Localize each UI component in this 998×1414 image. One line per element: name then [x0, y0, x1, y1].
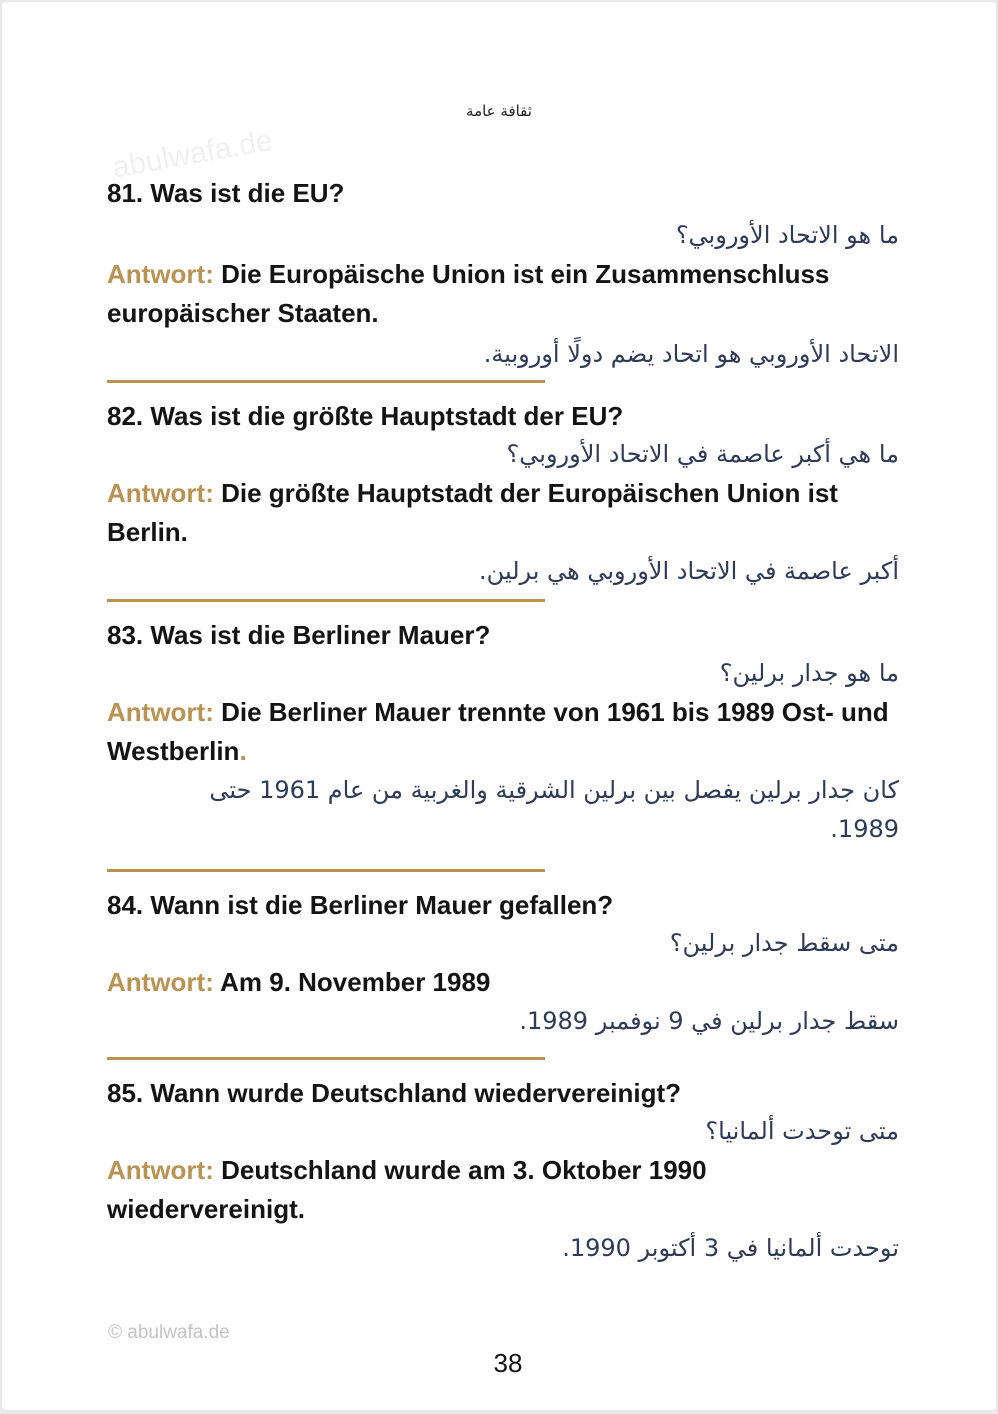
- qa-list: [107, 174, 899, 1268]
- separator: [107, 380, 545, 383]
- answer-text: Die Europäische Union ist ein Zusammenschluss europäischer Staaten.: [107, 259, 830, 328]
- question: 83. Was ist die Berliner Mauer?: [107, 620, 491, 650]
- answer: [107, 963, 899, 1002]
- answer-text: Die größte Hauptstadt der Europäischen Union ist Berlin.: [107, 478, 838, 547]
- watermark: abulwafa.de: [110, 123, 276, 185]
- qa-item-81: [107, 174, 899, 374]
- answer: [107, 693, 899, 771]
- answer-label: Antwort:: [107, 967, 214, 997]
- qa-item-83: [107, 616, 899, 849]
- answer-arabic: سقط جدار برلين في 9 نوفمبر 1989.: [519, 1007, 899, 1035]
- answer-label: Antwort:: [107, 478, 214, 508]
- answer: [107, 474, 899, 552]
- separator: [107, 869, 545, 872]
- answer-label: Antwort:: [107, 1155, 214, 1185]
- answer-label: Antwort:: [107, 697, 214, 727]
- document-page: [2, 2, 996, 1410]
- question-arabic: متى توحدت ألمانيا؟: [705, 1117, 899, 1145]
- answer-text: Die Berliner Mauer trennte von 1961 bis 1989 Ost- und Westberlin: [107, 697, 889, 766]
- answer: [107, 255, 899, 333]
- separator: [107, 1057, 545, 1060]
- page-number: 38: [493, 1348, 523, 1378]
- qa-item-84: [107, 886, 899, 1041]
- question-arabic: ما هو الاتحاد الأوروبي؟: [675, 221, 899, 249]
- qa-item-82: [107, 397, 899, 591]
- question-arabic: ما هو جدار برلين؟: [719, 659, 899, 687]
- question: 81. Was ist die EU?: [107, 178, 345, 208]
- answer-arabic: أكبر عاصمة في الاتحاد الأوروبي هي برلين.: [479, 557, 899, 585]
- qa-item-85: [107, 1074, 899, 1268]
- answer-period: .: [239, 736, 247, 766]
- copyright-notice: © abulwafa.de: [108, 1322, 230, 1343]
- answer: [107, 1151, 899, 1229]
- answer-arabic: الاتحاد الأوروبي هو اتحاد يضم دولًا أوروبية.: [483, 340, 899, 368]
- question-arabic: ما هي أكبر عاصمة في الاتحاد الأوروبي؟: [506, 440, 899, 468]
- answer-label: Antwort:: [107, 259, 214, 289]
- question: 82. Was ist die größte Hauptstadt der EU?: [107, 401, 624, 431]
- answer-arabic: توحدت ألمانيا في 3 أكتوبر 1990.: [562, 1234, 899, 1262]
- answer-arabic: كان جدار برلين يفصل بين برلين الشرقية والغربية من عام 1961 حتى 1989.: [209, 776, 899, 843]
- separator: [107, 599, 545, 602]
- question: 85. Wann wurde Deutschland wiedervereinigt?: [107, 1078, 682, 1108]
- question-arabic: متى سقط جدار برلين؟: [669, 929, 899, 957]
- answer-text: Deutschland wurde am 3. Oktober 1990 wiedervereinigt.: [107, 1155, 707, 1224]
- answer-text: Am 9. November 1989: [220, 967, 491, 997]
- page-header: ثقافة عامة: [466, 102, 532, 120]
- question: 84. Wann ist die Berliner Mauer gefallen?: [107, 890, 614, 920]
